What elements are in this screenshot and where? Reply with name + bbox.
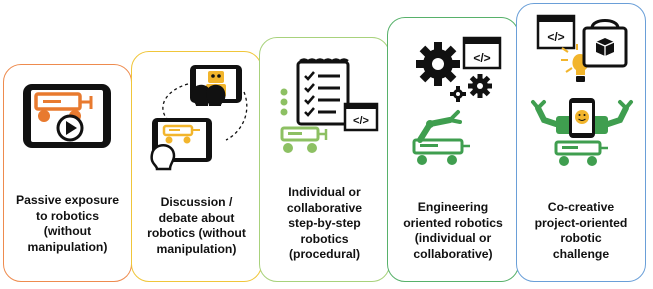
play-icon [58, 116, 82, 140]
person-head-icon [152, 145, 174, 169]
3d-printer-icon [584, 21, 626, 67]
code-symbol: </> [473, 51, 491, 65]
code-symbol: </> [547, 30, 565, 44]
step-dot [281, 109, 288, 116]
stage1-illustration [20, 82, 116, 152]
smiley-icon [575, 110, 589, 124]
robot-car-icon [556, 142, 608, 166]
code-window-icon [538, 16, 574, 48]
stage3-illustration [274, 58, 380, 158]
stage-label-discussion: Discussion / debate about robotics (without manipulation) [147, 195, 246, 256]
code-window-icon [345, 104, 377, 130]
robotic-arm-icon [420, 112, 460, 140]
stage-label-co-creative: Co-creative project-oriented robotic challenge [534, 200, 628, 261]
stage-label-engineering: Engineering oriented robotics (individual or collaborative) [403, 200, 503, 261]
smartphone-robot-icon [533, 98, 631, 138]
stage5-illustration [528, 12, 636, 174]
stage4-illustration [400, 30, 506, 170]
code-symbol: </> [353, 115, 369, 127]
stage-label-passive-exposure: Passive exposure to robotics (without manipulation) [16, 193, 119, 254]
robot-car-icon [282, 128, 326, 153]
code-window-icon [464, 38, 500, 68]
checklist-icon [298, 60, 348, 125]
stage-label-step-by-step: Individual or collaborative step-by-step robotics (procedural) [286, 185, 363, 261]
step-dot [281, 89, 288, 96]
stage2-illustration [146, 62, 252, 174]
step-dot [281, 99, 288, 106]
robot-car-icon [414, 140, 470, 165]
